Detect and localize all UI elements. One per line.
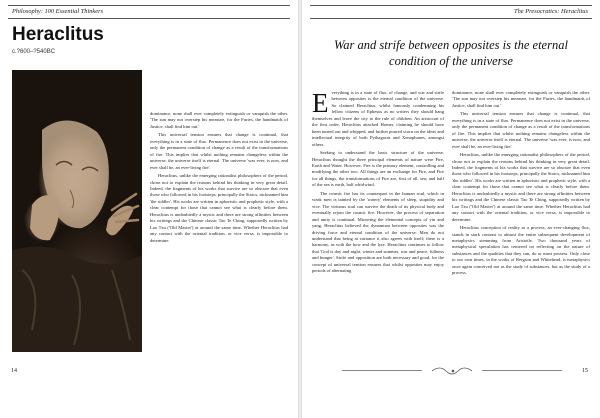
- heraclitus-portrait-image: [12, 70, 142, 352]
- body-paragraph: Heraclitus conception of reality as a process, an ever-changing flux, stands in stark contrast to almost the entire subsequent development of metaphysics stemming from Aristotle. Two thousand years of metaphysical speculation has centered on reflecting on the nature of substances and the qualities that they can, do or must possess. Only close to our own times, in the works of Bergson and Whitehead, is metaphysics once again conceived not as the study of substances, but as the study of a process.: [452, 225, 590, 276]
- body-paragraph: dominance, none shall ever completely extinguish or vanquish the other. 'The sun may not overstep his measure, for the Furies, the handmaids of Justice, shall find him out.': [452, 90, 590, 108]
- left-body-column: [150, 111, 288, 360]
- body-paragraph: Seeking to understand the basic structure of the universe, Heraclitus thought the three principal elements of nature were Fire, Earth and Water. However, Fire is the primary element, controlling and modifying the other two. All things are an exchange for Fire, and Fire for all things, the transformations of Fire are, first of all, sea; and half of the sea is earth, half whirlwind.: [312, 150, 444, 188]
- right-body-column-2: [452, 90, 590, 356]
- right-body-column-1: [312, 90, 444, 356]
- page-number-left: 14: [11, 368, 17, 374]
- left-page: [0, 0, 298, 418]
- body-paragraph: This universal tension ensures that change is continual, that everything is in a state of flux. Permanence does not exist in the universe, only the permanent condition of change as a result of the transformations of fire. This implies that whilst nothing remains changeless within the universe, the universe itself is eternal. The universe 'was ever, is now, and ever shall be, an ever-living fire'.: [452, 111, 590, 149]
- body-paragraph: Heraclitus, unlike the emerging rationalist philosophers of the period, chose not to explain the reasons behind his thinking in very great detail. Indeed, the fragments of his works that survive are so obscure that even those who followed in his footsteps, principally the Stoics, nicknamed him 'the riddler'. His works are written in aphoristic and prophetic style, with a clear contempt for those that cannot see what is clearly before them. Heraclitus is undoubtedly a mystic and there are strong affinities between his writings and the Chinese classic Tao Te Ching, supposedly written by Lao Tzu ('Old Master') at around the same time. Whether Heraclitus had any contact with the oriental tradition, or vice versa, is impossible to determine.: [150, 173, 288, 243]
- body-paragraph: The cosmic fire has its counterpart in the human soul, which in weak men is tainted by the 'watery' elements of sleep, stupidity and vice. The virtuous soul can survive the death of its physical body and eventually rejoin the cosmic fire. However, the process of separation and unity is continual. Mirroring the elemental concepts of yin and yang, Heraclitus believed the dynamism between opposites was the driving force and eternal condition of the universe. Men do not understand that being at variance it also agrees with itself; there is a harmony, as with the bow and the lyre. Heraclitus continues to follow that 'God is day and night, winter and summer, war and peace, fullness and hunger'. Strife and opposition are both necessary and good, for the concept of universal tension ensures that whilst opposites may enjoy periods of alternating: [312, 190, 444, 274]
- footer-rule-left: [342, 370, 422, 371]
- drop-cap: E: [312, 90, 329, 118]
- body-paragraph: dominance, none shall ever completely extinguish or vanquish the other. 'The sun may not overstep his measure, for the Furies, the handmaids of Justice, shall find him out.': [150, 111, 288, 129]
- right-page: [302, 0, 600, 418]
- ornament-flourish-icon: [428, 365, 478, 377]
- body-paragraph-opening: [312, 90, 444, 148]
- page-number-right: 15: [582, 368, 588, 374]
- pull-quote: War and strife between opposites is the eternal condition of the universe: [334, 38, 568, 68]
- running-head-left: Philosophy: 100 Essential Thinkers: [8, 5, 290, 19]
- lifespan-dates: c.?600–?540BC: [12, 49, 56, 55]
- opening-text: verything is in a state of flux, of change, and war and strife between opposites is the eternal condition of the universe. So claimed Heraclitus, whilst famously condemning his fellow citizens of Ephesus as no writers they should hang themselves and leave the city to the rule of children. An aristocrat of the first order, Heraclitus attacked Homer, claiming he should have been turned out and whipped, and further poured scorn on the ideas and intellectual integrity of both Pythagoras and Xenophanes, amongst others.: [312, 90, 444, 147]
- running-head-right: The Presocratics: Heraclitus: [310, 5, 592, 19]
- footer-rule-right: [482, 370, 562, 371]
- article-title: Heraclitus: [12, 24, 104, 45]
- body-paragraph: Heraclitus, unlike the emerging rationalist philosophers of the period, chose not to explain the reasons behind his thinking in very great detail. Indeed, the fragments of his works that survive are so obscure that even those who followed in his footsteps, principally the Stoics, nicknamed him 'the riddler'. His works are written in aphoristic and prophetic style, with a clear contempt for those that cannot see what is clearly before them. Heraclitus is undoubtedly a mystic and there are strong affinities between his writings and the Chinese classic Tao Te Ching, supposedly written by Lao Tzu ('Old Master') at around the same time. Whether Heraclitus had any contact with the oriental tradition, or vice versa, is impossible to determine.: [452, 152, 590, 222]
- body-paragraph: This universal tension ensures that change is continual, that everything is in a state of flux. Permanence does not exist in the universe, only the permanent condition of change as a result of the transformations of fire. This implies that whilst nothing remains changeless within the universe, the universe itself is eternal. The universe 'was ever, is now, and ever shall be, an ever-living fire'.: [150, 132, 288, 170]
